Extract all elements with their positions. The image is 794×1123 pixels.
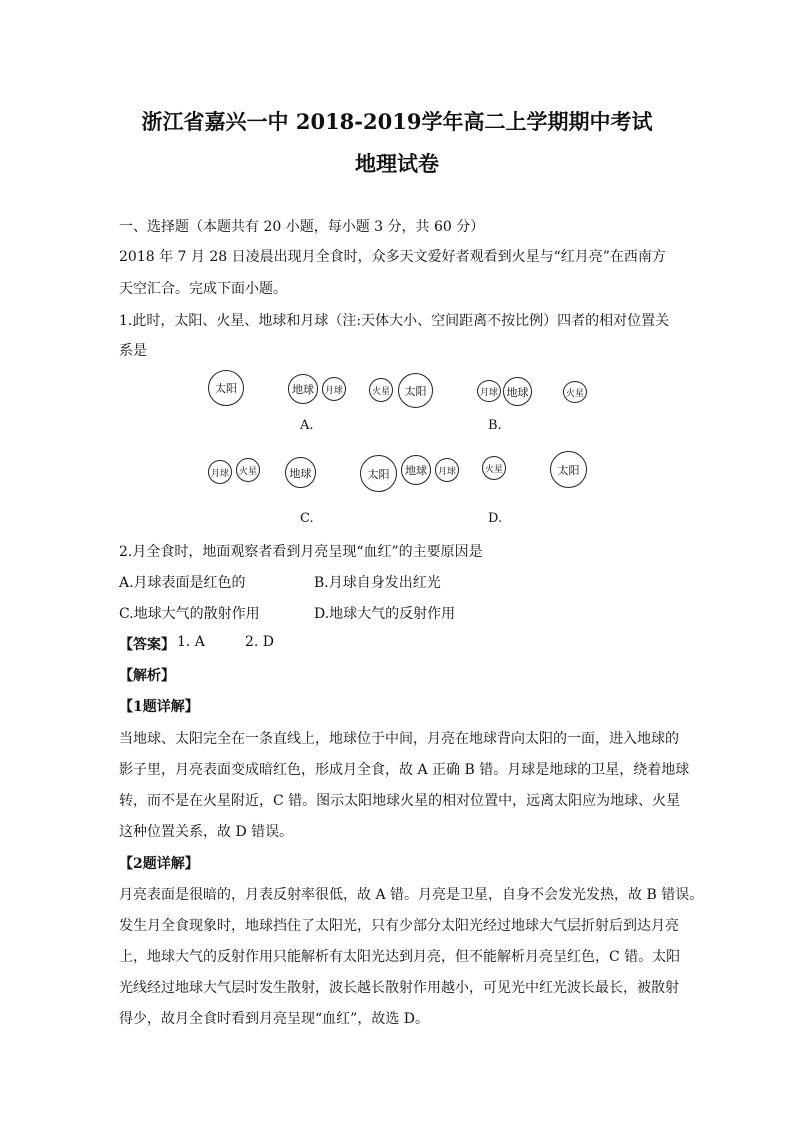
mars-circle: 火星: [369, 378, 393, 402]
mars-circle: 火星: [236, 458, 260, 482]
page-subtitle: 地理试卷: [355, 151, 439, 176]
q2-option-d: D.地球大气的反射作用: [314, 606, 456, 622]
detail-2-text: 光线经过地球大气层时发生散射，波长越长散射作用越小，可见光中红光波长最长，被散射: [119, 980, 679, 996]
option-label-c: C.: [300, 511, 314, 526]
moon-circle: 月球: [435, 458, 459, 482]
moon-circle: 月球: [477, 380, 501, 402]
q2-option-a: A.月球表面是红色的: [119, 575, 246, 591]
page-title: 浙江省嘉兴一中 2018-2019学年高二上学期期中考试: [141, 109, 653, 134]
section-heading: 一、选择题（本题共有 20 小题，每小题 3 分，共 60 分）: [119, 219, 485, 235]
answer-1: 1. A: [177, 634, 205, 650]
question-1: 1.此时，太阳、火星、地球和月球（注:天体大小、空间距离不按比例）四者的相对位置关: [119, 313, 670, 329]
detail-1-label: 【1题详解】: [119, 699, 199, 715]
intro-text: 2018 年 7 月 28 日凌晨出现月全食时，众多天文爱好者观看到火星与“红月亮”在西南方: [119, 249, 666, 265]
detail-2-label: 【2题详解】: [119, 856, 199, 872]
mars-circle: 火星: [482, 456, 506, 480]
analysis-label: 【解析】: [119, 668, 175, 684]
option-label-a: A.: [300, 418, 314, 433]
detail-1-text: 影子里，月亮表面变成暗红色，形成月全食，故 A 正确 B 错。月球是地球的卫星，绕着地球: [119, 762, 690, 778]
option-label-b: B.: [488, 418, 502, 433]
sun-circle: 太阳: [208, 370, 244, 406]
sun-circle: 太阳: [360, 455, 397, 492]
sun-circle: 太阳: [398, 373, 433, 408]
earth-circle: 地球: [288, 374, 318, 404]
moon-circle: 月球: [208, 460, 232, 484]
detail-2-text: 得少，故月全食时看到月亮呈现“血红”，故选 D。: [119, 1011, 429, 1027]
sun-circle: 太阳: [550, 451, 587, 488]
earth-circle: 地球: [401, 455, 431, 485]
detail-1-text: 这种位置关系，故 D 错误。: [119, 824, 294, 840]
mars-circle: 火星: [563, 381, 587, 403]
answer-2: 2. D: [245, 634, 275, 650]
answer-label: 【答案】: [119, 637, 175, 653]
option-label-d: D.: [488, 511, 503, 526]
intro-text: 天空汇合。完成下面小题。: [119, 281, 287, 297]
detail-1-text: 当地球、太阳完全在一条直线上，地球位于中间，月亮在地球背向太阳的一面，进入地球的: [119, 731, 679, 747]
detail-2-text: 月亮表面是很暗的，月表反射率很低，故 A 错。月亮是卫星，自身不会发光发热，故 B 错误。: [119, 887, 704, 903]
moon-circle: 月球: [322, 377, 346, 401]
detail-1-text: 转，而不是在火星附近，C 错。图示太阳地球火星的相对位置中，远离太阳应为地球、火星: [119, 793, 681, 809]
earth-circle: 地球: [503, 377, 532, 406]
detail-2-text: 上，地球大气的反射作用只能解析有太阳光达到月亮，但不能解析月亮呈红色，C 错。太阳: [119, 949, 681, 965]
q2-option-b: B.月球自身发出红光: [314, 575, 441, 591]
question-1: 系是: [119, 343, 147, 359]
earth-circle: 地球: [285, 457, 316, 488]
q2-option-c: C.地球大气的散射作用: [119, 606, 260, 622]
question-2: 2.月全食时，地面观察者看到月亮呈现“血红”的主要原因是: [119, 544, 483, 560]
detail-2-text: 发生月全食现象时，地球挡住了太阳光，只有少部分太阳光经过地球大气层折射后到达月亮: [119, 918, 679, 934]
